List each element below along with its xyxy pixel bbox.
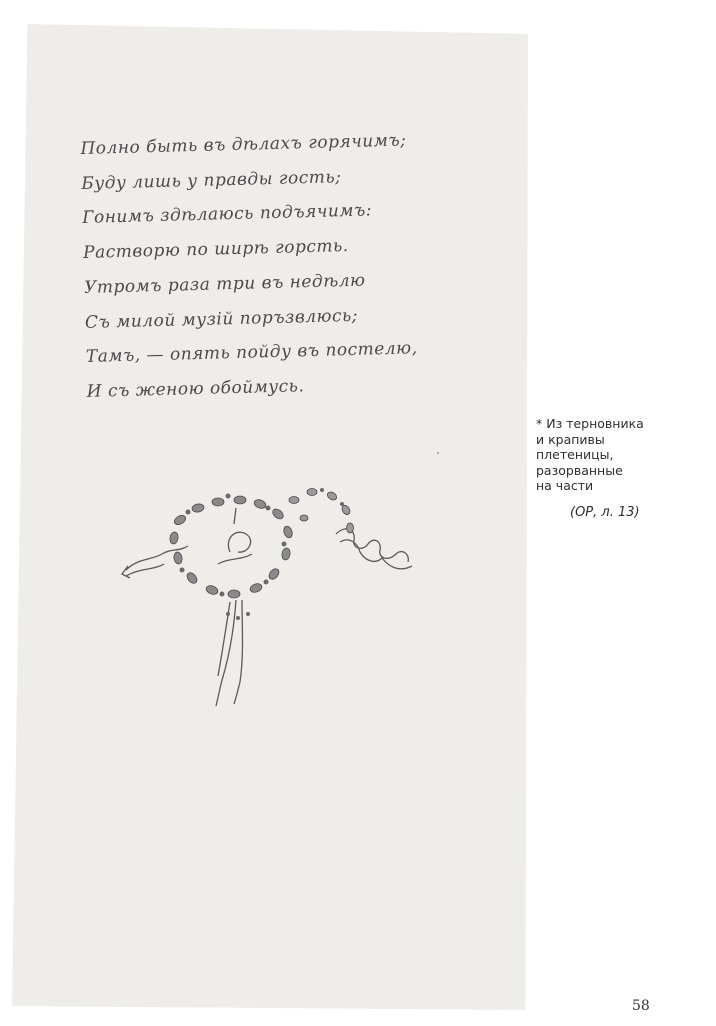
note-line: * Из терновника <box>536 416 644 431</box>
note-line: разорванные <box>536 462 623 478</box>
translation-footnote <box>536 416 712 520</box>
poem-line: Буду лишь у правды гость; <box>81 166 342 194</box>
handwritten-poem <box>80 122 487 410</box>
poem-line: Съ милой музій поръзвлюсь; <box>84 305 359 333</box>
poem-line: Растворю по ширѣ горсть. <box>82 236 349 264</box>
poem-line: Полно быть въ дѣлахъ горячимъ; <box>80 130 407 159</box>
paper-speck <box>437 452 439 454</box>
note-line: и крапивы <box>536 431 605 447</box>
poem-line: Тамъ, — опять пойду въ постелю, <box>85 338 418 368</box>
page-number: 58 <box>632 998 650 1014</box>
source-reference: (ОР, л. 13) <box>570 504 640 520</box>
poem-line: И съ женою обоймусь. <box>86 376 305 402</box>
note-line: на части <box>536 478 594 493</box>
poem-line: Утромъ раза три въ недѣлю <box>83 270 366 298</box>
wreath-with-ribbons-icon <box>118 478 430 710</box>
poem-line: Гонимъ здѣлаюсь подъячимъ: <box>82 200 373 229</box>
note-line: плетеницы, <box>536 447 614 462</box>
